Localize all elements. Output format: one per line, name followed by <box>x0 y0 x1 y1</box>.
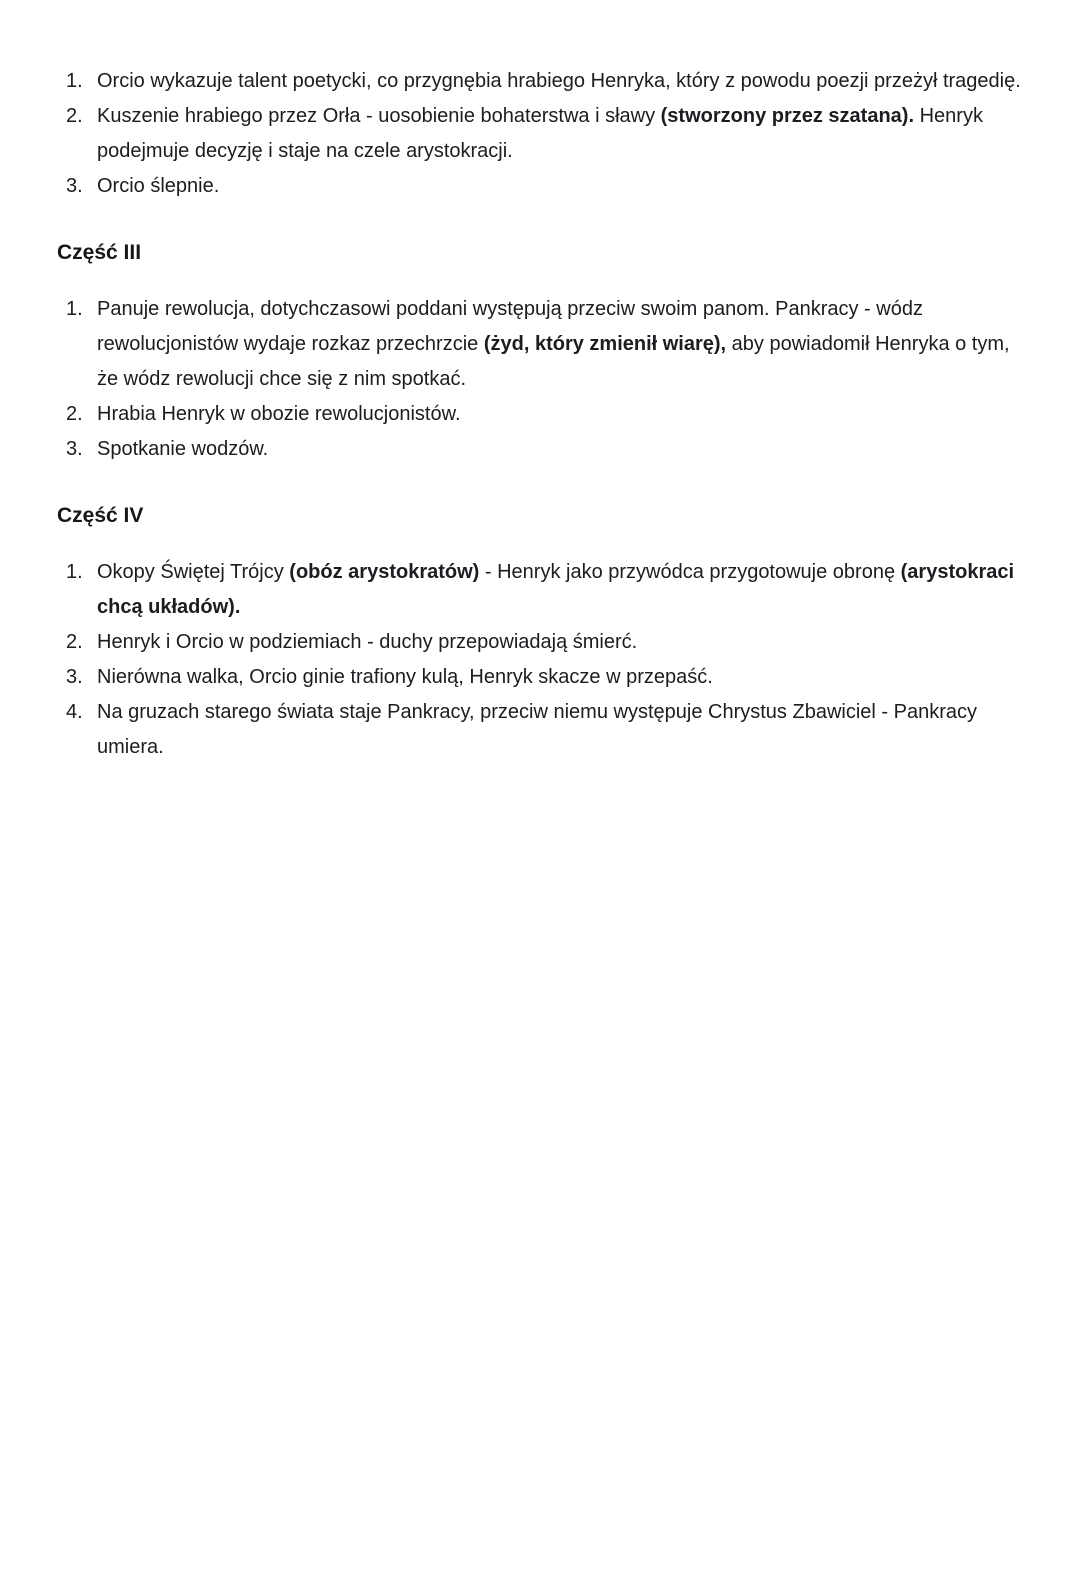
bold-text-segment: (żyd, który zmienił wiarę), <box>483 333 727 355</box>
list-item <box>57 397 1022 432</box>
text-segment: Hrabia Henryk w obozie rewolucjonistów. <box>97 403 461 425</box>
bold-text-segment: (stworzony przez szatana). <box>660 105 915 127</box>
numbered-list <box>57 292 1022 467</box>
item-number: 3. <box>66 666 83 688</box>
item-text <box>97 169 1022 204</box>
list-item <box>57 292 1022 397</box>
item-number: 1. <box>66 70 83 92</box>
item-text <box>97 660 1022 695</box>
item-text <box>97 432 1022 467</box>
numbered-list <box>57 64 1022 204</box>
text-segment: Kuszenie hrabiego przez Orła - uosobienie bohaterstwa i sławy <box>97 105 661 127</box>
numbered-list <box>57 555 1022 765</box>
text-segment: aby powiadomił Henryka o tym, że wódz rewolucji chce się z nim spotkać. <box>97 333 1010 390</box>
text-segment: Panuje rewolucja, dotychczasowi poddani występują przeciw swoim panom. Pankracy - wódz rewolucjonistów wydaje rozkaz przechrzcie <box>97 298 923 355</box>
item-text <box>97 64 1022 99</box>
section-heading: Część IV <box>57 504 144 527</box>
item-text <box>97 292 1022 397</box>
list-item <box>57 695 1022 765</box>
text-segment: Henryk podejmuje decyzję i staje na czele arystokracji. <box>97 105 983 162</box>
text-segment: Na gruzach starego świata staje Pankracy, przeciw niemu występuje Chrystus Zbawiciel - Pankracy umiera. <box>97 701 977 758</box>
list-item <box>57 625 1022 660</box>
item-text <box>97 625 1022 660</box>
item-text <box>97 99 1022 169</box>
text-segment: Orcio wykazuje talent poetycki, co przygnębia hrabiego Henryka, który z powodu poezji przeżył tragedię. <box>97 70 1021 92</box>
item-number: 4. <box>66 701 83 723</box>
text-segment: Nierówna walka, Orcio ginie trafiony kulą, Henryk skacze w przepaść. <box>97 666 713 688</box>
text-segment: - Henryk jako przywódca przygotowuje obronę <box>479 561 901 583</box>
item-number: 3. <box>66 175 83 197</box>
item-text <box>97 695 1022 765</box>
bold-text-segment: (arystokraci chcą układów). <box>97 561 1015 618</box>
text-segment: Okopy Świętej Trójcy <box>97 561 290 583</box>
document-content <box>57 64 1022 765</box>
list-item <box>57 99 1022 169</box>
list-item <box>57 660 1022 695</box>
section-heading: Część III <box>57 241 142 264</box>
item-number: 2. <box>66 631 83 653</box>
list-item <box>57 169 1022 204</box>
item-number: 1. <box>66 298 83 320</box>
item-number: 3. <box>66 438 83 460</box>
item-text <box>97 397 1022 432</box>
text-segment: Spotkanie wodzów. <box>97 438 269 460</box>
list-item <box>57 432 1022 467</box>
item-text <box>97 555 1022 625</box>
bold-text-segment: (obóz arystokratów) <box>289 561 480 583</box>
item-number: 2. <box>66 105 83 127</box>
list-item <box>57 64 1022 99</box>
text-segment: Orcio ślepnie. <box>97 175 220 197</box>
list-item <box>57 555 1022 625</box>
item-number: 2. <box>66 403 83 425</box>
text-segment: Henryk i Orcio w podziemiach - duchy przepowiadają śmierć. <box>97 631 638 653</box>
item-number: 1. <box>66 561 83 583</box>
